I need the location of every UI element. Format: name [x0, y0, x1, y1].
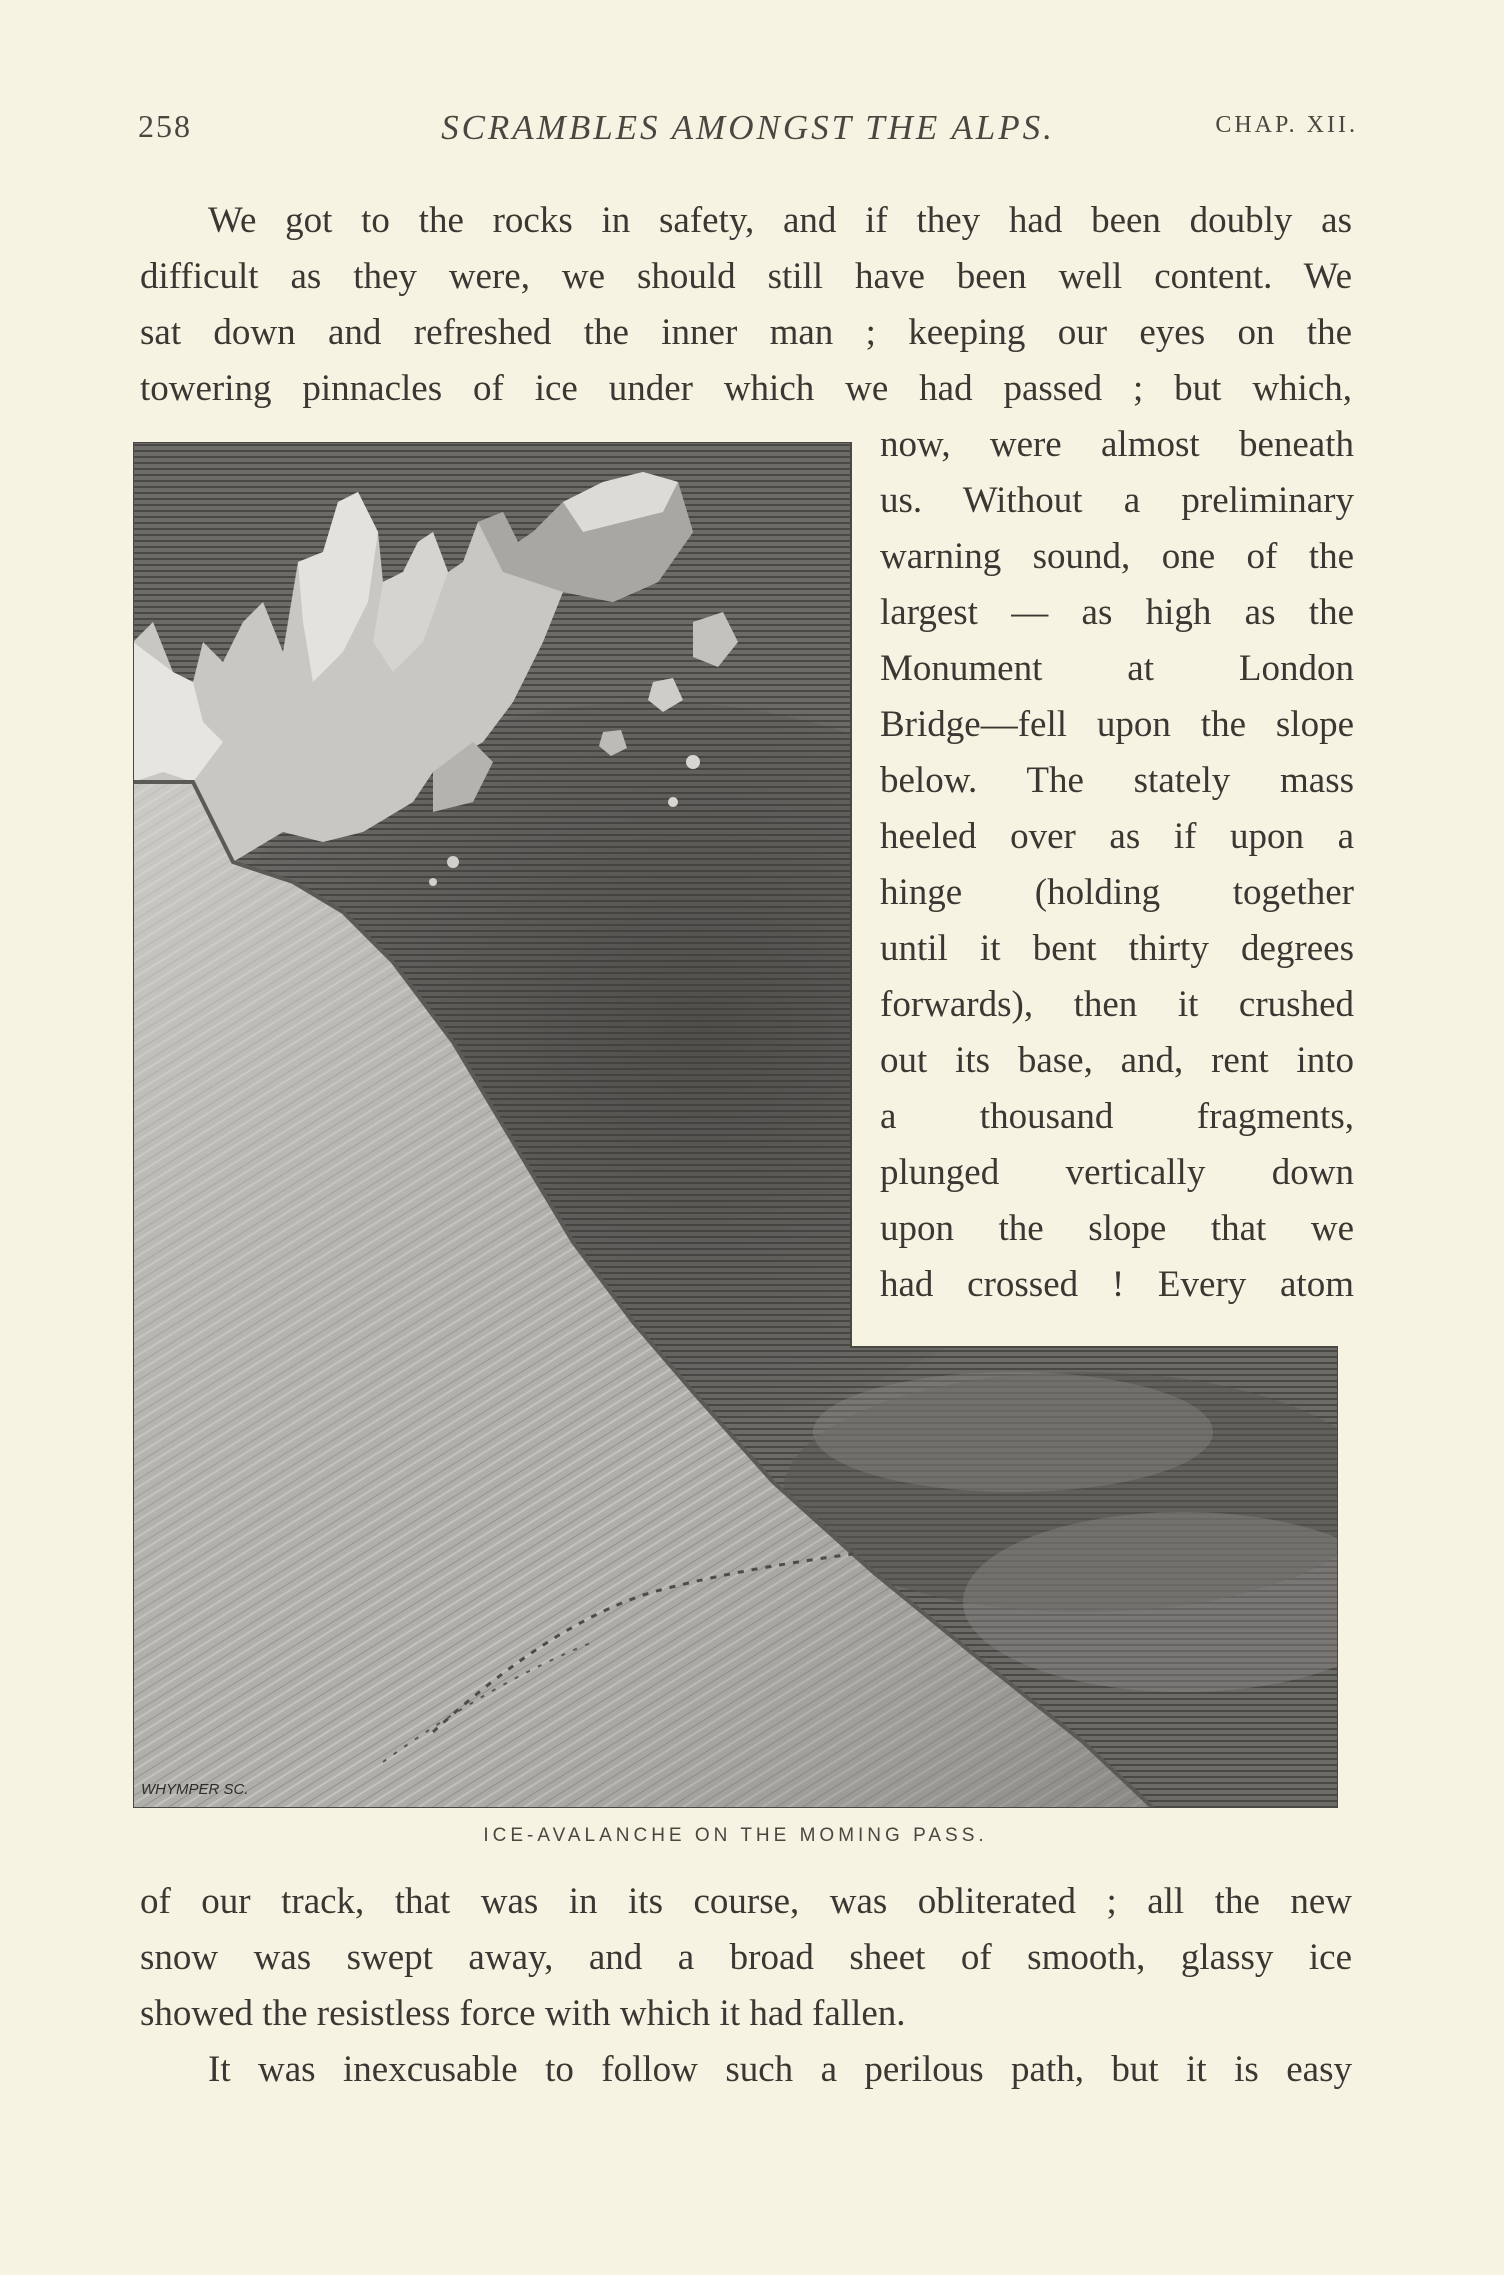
text-line: us. Without a preliminary — [880, 480, 1354, 521]
running-header — [138, 108, 1358, 158]
text-line: out its base, and, rent into — [880, 1040, 1354, 1081]
text-line: a thousand fragments, — [880, 1096, 1354, 1137]
text-line: showed the resistless force with which it had fallen. — [140, 1993, 906, 2034]
illustration-caption: ICE-AVALANCHE ON THE MOMING PASS. — [483, 1825, 988, 1846]
text-line: until it bent thirty degrees — [880, 928, 1354, 969]
text-line: below. The stately mass — [880, 760, 1354, 801]
text-line: forwards), then it crushed — [880, 984, 1354, 1025]
text-line: had crossed ! Every atom — [880, 1264, 1354, 1305]
text-line: of our track, that was in its course, was obliterated ; all the new — [140, 1881, 1352, 1922]
text-line: hinge (holding together — [880, 872, 1354, 913]
text-line: Monument at London — [880, 648, 1354, 689]
text-line: upon the slope that we — [880, 1208, 1354, 1249]
text-line: It was inexcusable to follow such a perilous path, but it is easy — [208, 2049, 1352, 2090]
page-number: 258 — [138, 108, 192, 144]
text-line: difficult as they were, we should still have been well content. We — [140, 256, 1352, 297]
text-line: warning sound, one of the — [880, 536, 1354, 577]
running-title: SCRAMBLES AMONGST THE ALPS. — [441, 108, 1055, 147]
text-line: heeled over as if upon a — [880, 816, 1354, 857]
text-line: largest — as high as the — [880, 592, 1354, 633]
chapter-label: CHAP. XII. — [1215, 112, 1358, 138]
text-line: sat down and refreshed the inner man ; keeping our eyes on the — [140, 312, 1352, 353]
text-line: snow was swept away, and a broad sheet of smooth, glassy ice — [140, 1937, 1352, 1978]
ice-avalanche-engraving — [133, 442, 1338, 1808]
text-line: We got to the rocks in safety, and if they had been doubly as — [208, 200, 1352, 241]
engraver-signature: WHYMPER SC. — [141, 1781, 249, 1798]
text-line: plunged vertically down — [880, 1152, 1354, 1193]
engraving-illustration — [133, 442, 1338, 1808]
text-line: Bridge—fell upon the slope — [880, 704, 1354, 745]
text-line: now, were almost beneath — [880, 424, 1354, 465]
text-line: towering pinnacles of ice under which we had passed ; but which, — [140, 368, 1352, 409]
